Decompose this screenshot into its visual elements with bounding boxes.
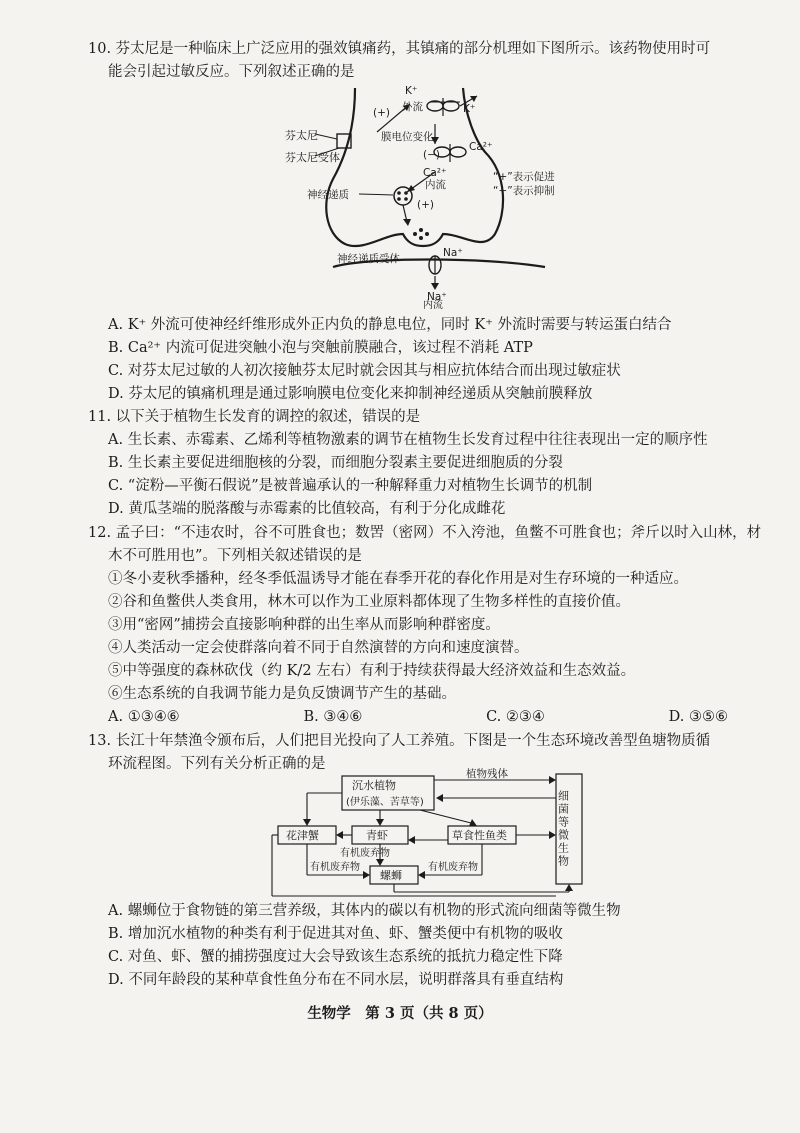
k-top-label: K⁺ (405, 85, 418, 97)
q11-option-d: D. 黄瓜茎端的脱落酸与赤霉素的比值较高，有利于分化成雌花 (108, 501, 506, 517)
q11-option-c: C. “淀粉—平衡石假说”是被普遍承认的一种解释重力对植物生长调节的机制 (108, 478, 593, 494)
q12-statement-5: ⑤中等强度的森林砍伐（约 K/2 左右）有利于持续获得最大经济效益和生态效益。 (108, 663, 636, 679)
q12-statement-4: ④人类活动一定会使群落向着不同于自然演替的方向和速度演替。 (108, 640, 529, 656)
plant-box-line2: (伊乐藻、苦草等) (346, 797, 424, 808)
na-influx-label: 内流 (423, 300, 443, 309)
plant-residue-label: 植物残体 (466, 768, 508, 780)
q12-statement-3: ③用“密网”捕捞会直接影响种群的出生率从而影响种群密度。 (108, 617, 500, 633)
plus-label-2: (+) (417, 199, 434, 211)
fentanyl-receptor-label: 芬太尼受体 (285, 151, 340, 164)
q12-statement-2: ②谷和鱼鳖供人类食用，林木可以作为工业原料都体现了生物多样性的直接价值。 (108, 594, 630, 610)
membrane-change-label: 膜电位变化 (381, 131, 434, 143)
q12-choices (88, 706, 728, 729)
ca-right-label: Ca²⁺ (469, 141, 493, 153)
question-12 (88, 522, 762, 729)
k-right-label: K⁺ (463, 103, 476, 115)
fish-box: 草食性鱼类 (452, 829, 507, 842)
q12-choice-a: A. ①③④⑥ (108, 709, 180, 725)
postsynaptic-receptor-label: 神经递质受体 (337, 253, 400, 265)
ca-influx-label: 内流 (425, 179, 446, 191)
q13-option-d: D. 不同年龄段的某种草食性鱼分布在不同水层，说明群落具有垂直结构 (108, 972, 564, 988)
organic-waste-label-3: 有机废弃物 (428, 862, 478, 873)
q10-option-c: C. 对芬太尼过敏的人初次接触芬太尼时就会因其与相应抗体结合而出现过敏症状 (108, 363, 621, 379)
plant-box-line1: 沉水植物 (352, 779, 396, 792)
q11-stem: 11. 以下关于植物生长发育的调控的叙述，错误的是 (88, 409, 421, 425)
shrimp-box: 青虾 (366, 829, 388, 842)
q12-choice-b: B. ③④⑥ (303, 709, 363, 725)
transmitter-label: 神经递质 (307, 189, 349, 201)
q12-choice-d: D. ③⑤⑥ (668, 709, 728, 725)
q10-option-a: A. K⁺ 外流可使神经纤维形成外正内负的静息电位，同时 K⁺ 外流时需要与转运蛋白结合 (108, 317, 672, 333)
organic-waste-label-1: 有机废弃物 (340, 848, 390, 859)
q13-option-c: C. 对鱼、虾、蟹的捕捞强度过大会导致该生态系统的抵抗力稳定性下降 (108, 949, 563, 965)
q12-stem-line1: 12. 孟子曰：“不违农时，谷不可胜食也；数罟（密网）不入洿池，鱼鳖不可胜食也；斧斤以时入山林，材 (88, 525, 762, 541)
snail-box: 螺蛳 (380, 869, 402, 882)
legend-promote: “+”表示促进 (493, 171, 555, 183)
fentanyl-label: 芬太尼 (285, 129, 318, 142)
q13-option-a: A. 螺蛳位于食物链的第三营养级，其体内的碳以有机物的形式流向细菌等微生物 (108, 903, 621, 919)
minus-label: (−) (423, 149, 440, 161)
bacteria-box: 细菌等微生物 (556, 790, 570, 868)
na-bottom-label: Na⁺ (427, 291, 447, 303)
plus-label-1: (+) (373, 107, 390, 119)
q10-synapse-diagram (285, 84, 585, 313)
q11-option-a: A. 生长素、赤霉素、乙烯利等植物激素的调节在植物生长发育过程中往往表现出一定的顺序性 (108, 432, 708, 448)
question-11 (88, 406, 738, 521)
q12-choice-c: C. ②③④ (486, 709, 545, 725)
q13-fishpond-diagram (270, 768, 610, 902)
q10-option-b: B. Ca²⁺ 内流可促进突触小泡与突触前膜融合，该过程不消耗 ATP (108, 340, 533, 356)
na-top-label: Na⁺ (443, 247, 463, 259)
crab-box: 花津蟹 (286, 829, 319, 842)
q10-stem-line2: 能会引起过敏反应。下列叙述正确的是 (108, 64, 355, 80)
efflux-label: 外流 (402, 101, 423, 113)
q12-stem-line2: 木不可胜用也”。下列相关叙述错误的是 (108, 548, 362, 564)
q12-statement-1: ①冬小麦秋季播种，经冬季低温诱导才能在春季开花的春化作用是对生存环境的一种适应。 (108, 571, 688, 587)
q10-stem-line1: 10. 芬太尼是一种临床上广泛应用的强效镇痛药，其镇痛的部分机理如下图所示。该药物使用时可 (88, 41, 711, 57)
q13-stem-line1: 13. 长江十年禁渔令颁布后，人们把目光投向了人工养殖。下图是一个生态环境改善型鱼塘物质循 (88, 733, 711, 749)
q10-options (88, 314, 738, 406)
legend-inhibit: “−”表示抑制 (493, 185, 555, 197)
q13-options (88, 900, 738, 992)
ca-influx-ion-label: Ca²⁺ (423, 167, 447, 179)
organic-waste-label-2: 有机废弃物 (310, 862, 360, 873)
q13-stem-line2: 环流程图。下列有关分析正确的是 (108, 756, 326, 772)
q11-option-b: B. 生长素主要促进细胞核的分裂，而细胞分裂素主要促进细胞质的分裂 (108, 455, 563, 471)
page-footer: 生物学 第 3 页（共 8 页） (307, 1005, 493, 1022)
question-10 (88, 38, 738, 84)
q13-option-b: B. 增加沉水植物的种类有利于促进其对鱼、虾、蟹类便中有机物的吸收 (108, 926, 563, 942)
q12-statement-6: ⑥生态系统的自我调节能力是负反馈调节产生的基础。 (108, 686, 456, 702)
q10-option-d: D. 芬太尼的镇痛机理是通过影响膜电位变化来抑制神经递质从突触前膜释放 (108, 386, 593, 402)
